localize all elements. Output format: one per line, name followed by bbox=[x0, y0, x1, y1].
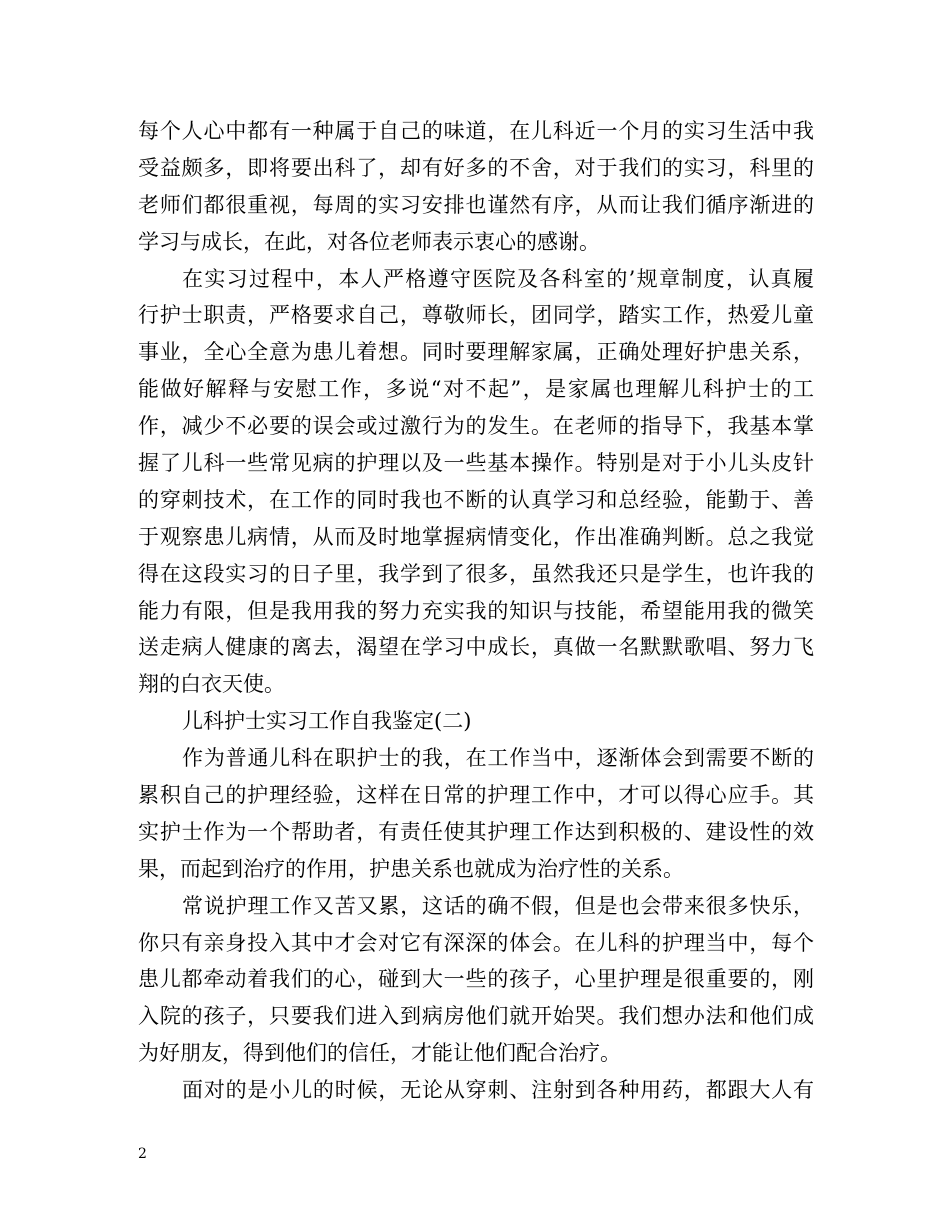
text-line: 常说护理工作又苦又累，这话的确不假，但是也会带来很多快乐， bbox=[182, 893, 814, 918]
text-line: 作，减少不必要的误会或过激行为的发生。在老师的指导下，我基本掌 bbox=[138, 414, 814, 439]
text-line: 老师们都很重视，每周的实习安排也谨然有序，从而让我们循序渐进的 bbox=[138, 192, 814, 217]
section-heading: 儿科护士实习工作自我鉴定(二) bbox=[182, 709, 472, 734]
text-line: 作为普通儿科在职护士的我，在工作当中，逐渐体会到需要不断的 bbox=[182, 746, 814, 771]
text-line: 每个人心中都有一种属于自己的味道，在儿科近一个月的实习生活中我 bbox=[138, 119, 814, 143]
text-line: 面对的是小儿的时候，无论从穿刺、注射到各种用药，都跟大人有 bbox=[182, 1078, 814, 1103]
text-line: 得在这段实习的日子里，我学到了很多，虽然我还只是学生，也许我的 bbox=[138, 561, 814, 586]
text-line: 受益颇多，即将要出科了，却有好多的不舍，对于我们的实习，科里的 bbox=[138, 155, 814, 180]
text-line: 事业，全心全意为患儿着想。同时要理解家属，正确处理好护患关系， bbox=[138, 340, 814, 365]
text-line: 翔的白衣天使。 bbox=[138, 672, 285, 697]
text-line: 于观察患儿病情，从而及时地掌握病情变化，作出准确判断。总之我觉 bbox=[138, 524, 814, 549]
text-line: 学习与成长，在此，对各位老师表示衷心的感谢。 bbox=[138, 229, 600, 254]
text-line: 在实习过程中，本人严格遵守医院及各科室的’规章制度，认真履 bbox=[182, 266, 814, 291]
text-line: 送走病人健康的离去，渴望在学习中成长，真做一名默默歌唱、努力飞 bbox=[138, 635, 814, 660]
text-line: 能力有限，但是我用我的努力充实我的知识与技能，希望能用我的微笑 bbox=[138, 598, 814, 623]
text-line: 累积自己的护理经验，这样在日常的护理工作中，才可以得心应手。其 bbox=[138, 783, 814, 808]
text-line: 行护士职责，严格要求自己，尊敬师长，团同学，踏实工作，热爱儿童 bbox=[138, 303, 814, 328]
text-line: 果，而起到治疗的作用，护患关系也就成为治疗性的关系。 bbox=[138, 856, 684, 881]
document-body bbox=[138, 113, 814, 1109]
text-line: 握了儿科一些常见病的护理以及一些基本操作。特别是对于小儿头皮针 bbox=[138, 451, 814, 476]
text-line: 的穿刺技术，在工作的同时我也不断的认真学习和总经验，能勤于、善 bbox=[138, 487, 814, 512]
text-line: 患儿都牵动着我们的心，碰到大一些的孩子，心里护理是很重要的，刚 bbox=[138, 967, 814, 992]
text-line: 入院的孩子，只要我们进入到病房他们就开始哭。我们想办法和他们成 bbox=[138, 1004, 814, 1029]
text-line: 能做好解释与安慰工作，多说“对不起”，是家属也理解儿科护士的工 bbox=[138, 377, 814, 402]
text-line: 为好朋友，得到他们的信任，才能让他们配合治疗。 bbox=[138, 1041, 621, 1066]
page-number: 2 bbox=[138, 1146, 147, 1162]
text-line: 实护士作为一个帮助者，有责任使其护理工作达到积极的、建设性的效 bbox=[138, 819, 814, 844]
text-line: 你只有亲身投入其中才会对它有深深的体会。在儿科的护理当中，每个 bbox=[138, 930, 814, 955]
